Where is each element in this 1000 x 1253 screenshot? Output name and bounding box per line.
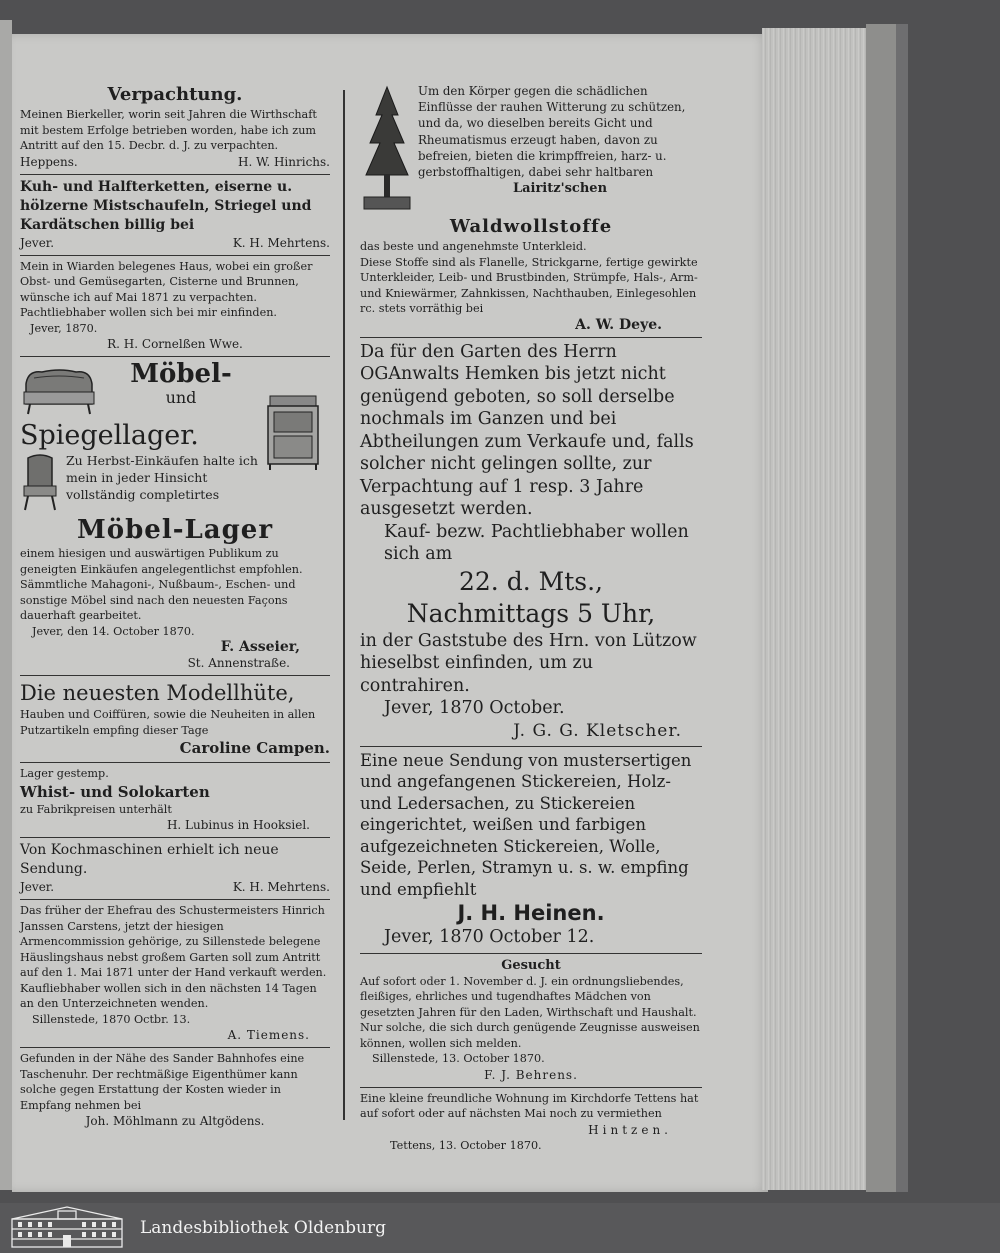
ad-title: Gesucht	[501, 957, 561, 973]
ad-place: Jever, 1870 October.	[384, 698, 565, 718]
ad-title: Die neuesten Modellhüte,	[20, 681, 295, 705]
fir-tree-illustration-icon	[362, 85, 412, 215]
ad-signature: A. W. Deye.	[575, 316, 662, 333]
ad-body-3: Diese Stoffe sind als Flanelle, Strickgarne, fertige gewirkte Unterkleider, Leib- und Brustbinden, Strümpfe, Hals-, Arm- und Kniewärmer, Zahnkissen, Nachthauben, Einlegesohlen rc. stets vorräthig bei	[360, 255, 698, 315]
ad-signature: K. H. Mehrtens.	[232, 235, 330, 250]
ad-signature: A. Tiemens.	[227, 1028, 310, 1042]
ad-body-2: das beste und angenehmste Unterkleid.	[360, 240, 587, 253]
ad-title: Verpachtung.	[107, 84, 243, 105]
ad-signature: H. Lubinus in Hooksiel.	[166, 818, 310, 832]
library-building-logo-icon	[8, 1205, 126, 1251]
moebel-date: Jever, den 14. October 1870.	[32, 624, 195, 638]
ad-place: Jever.	[20, 235, 55, 250]
ad-body: zu Fabrikpreisen unterhält	[20, 802, 172, 816]
ad-body: Auf sofort oder 1. November d. J. ein ordnungsliebendes, fleißiges, ehrliches und tugendhaftes Mädchen von gesetzten Jahren für den Laden, Wirthschaft und Haushalt. Nur solche, die sich durch genügende Zeugnisse ausweisen können, wollen sich melden.	[360, 974, 700, 1050]
ad-body: Mein in Wiarden belegenes Haus, wobei ein großer Obst- und Gemüsegarten, Cisterne und Brunnen, wünsche ich auf Mai 1871 zu verpachten. Pachtliebhaber wollen sich bei mir einfinden.	[20, 259, 313, 319]
ad-body-1: Da für den Garten des Herrn OGAnwalts Hemken bis jetzt nicht genügend geboten, so soll derselbe nochmals im Ganzen und bei Abtheilungen zum Verkaufe und, falls solcher nicht gelingen sollte, zur Verpachtung auf 1 resp. 3 Jahre ausgesetzt werden.	[360, 341, 694, 519]
ad-haus	[20, 256, 330, 358]
ad-ketten	[20, 175, 330, 256]
moebel-body-2: Sämmtliche Mahagoni-, Nußbaum-, Eschen- und sonstige Möbel sind nach den neuesten Façons dauerhaft gearbeitet.	[20, 578, 296, 622]
book-cover-shadow	[896, 24, 908, 1192]
ad-signature: J. H. Heinen.	[457, 901, 605, 925]
ad-body: Von Kochmaschinen erhielt ich neue Sendung.	[20, 842, 279, 877]
ad-signature: Caroline Campen.	[179, 739, 330, 757]
ad-body-3: in der Gaststube des Hrn. von Lützow hieselbst einfinden, um zu contrahiren.	[360, 630, 697, 696]
book-page-edges	[762, 28, 866, 1190]
ad-body: Gefunden in der Nähe des Sander Bahnhofes eine Taschenuhr. Der rechtmäßige Eigenthümer kann solche gegen Erstattung der Kosten wieder in Empfang nehmen bei	[20, 1052, 305, 1112]
ad-signature: R. H. Cornelßen Wwe.	[107, 337, 243, 351]
ad-body: Kuh- und Halfterketten, eiserne u. hölzerne Mistschaufeln, Striegel und Kardätschen billig bei	[20, 178, 312, 233]
ad-gefunden	[20, 1048, 330, 1133]
ad-intro: Lager gestemp.	[20, 767, 109, 780]
ad-body: Das früher der Ehefrau des Schustermeisters Hinrich Janssen Carstens, jetzt der hiesigen Armencommission gehörige, zu Sillenstede belegene Häuslingshaus nebst großem Garten soll zum Antritt auf den 1. Mai 1871 unter der Hand verkauft werden. Kaufliebhaber wollen sich in den nächsten 14 Tagen an den Unterzeichneten wenden.	[20, 904, 327, 1010]
ad-haeuslingshaus	[20, 900, 330, 1048]
ad-date: Tettens, 13. October 1870.	[390, 1138, 542, 1152]
ad-waldwolle	[360, 80, 702, 338]
moebel-signature: F. Asseier,	[220, 639, 300, 655]
right-column	[360, 80, 702, 1157]
ad-verpachtung	[20, 80, 330, 175]
ad-signature: K. H. Mehrtens.	[232, 880, 330, 894]
cabinet-illustration-icon	[262, 390, 324, 472]
ad-kochmaschinen	[20, 838, 330, 900]
book-cover-edge	[866, 24, 896, 1192]
library-footer	[0, 1203, 1000, 1253]
ad-date: Sillenstede, 13. October 1870.	[372, 1052, 545, 1065]
ad-date: Jever, 1870 October 12.	[384, 927, 595, 947]
ad-place: Jever, 1870.	[30, 321, 98, 335]
moebel-und: und	[165, 388, 197, 407]
ad-date: Sillenstede, 1870 Octbr. 13.	[32, 1012, 191, 1026]
ad-modellhuete	[20, 676, 330, 763]
moebel-address: St. Annenstraße.	[187, 656, 290, 670]
ad-body: Meinen Bierkeller, worin seit Jahren die Wirthschaft mit bestem Erfolge betrieben worden, habe ich zum Antritt auf den 15. Decbr. d. J. zu verpachten.	[20, 108, 317, 152]
moebel-body-1: einem hiesigen und auswärtigen Publikum zu geneigten Einkäufen angelegentlichst empfohlen.	[20, 547, 303, 576]
ad-body: Eine kleine freundliche Wohnung im Kirchdorfe Tettens hat auf sofort oder auf nächsten Mai noch zu vermiethen	[360, 1091, 699, 1120]
ad-body-2: Kauf- bezw. Pachtliebhaber wollen sich am	[384, 521, 689, 564]
moebel-lager-title: Möbel-Lager	[76, 515, 274, 545]
ad-signature: J. G. G. Kletscher.	[513, 720, 682, 741]
spiegellager-title: Spiegellager.	[20, 420, 199, 451]
ad-body: Eine neue Sendung von mustersertigen und angefangenen Stickereien, Holz- und Ledersachen, zu Stickereien eingerichtet, weißen und farbigen aufgezeichneten Stickereien, Wolle, Seide, Perlen, Stramyn u. s. w. empfing und empfiehlt	[360, 750, 692, 899]
library-name: Landesbibliothek Oldenburg	[140, 1218, 387, 1238]
ad-wohnung	[360, 1088, 702, 1158]
ad-date-1: 22. d. Mts.,	[459, 566, 603, 596]
sofa-illustration-icon	[20, 364, 98, 418]
armchair-illustration-icon	[20, 452, 60, 514]
previous-page-edge	[0, 20, 12, 1190]
ad-moebel	[20, 357, 330, 676]
ad-name: Lairitz'schen	[512, 181, 608, 197]
ad-place: Heppens.	[20, 154, 78, 169]
left-column	[20, 80, 330, 1133]
ad-body: Hauben und Coiffüren, sowie die Neuheiten in allen Putzartikeln empfing dieser Tage	[20, 708, 316, 737]
ad-signature: H. W. Hinrichs.	[238, 154, 330, 169]
moebel-title: Möbel-	[130, 359, 232, 389]
ad-signature: Joh. Möhlmann zu Altgödens.	[85, 1114, 265, 1128]
ad-signature-row	[20, 235, 330, 251]
ad-signature: Hintzen.	[588, 1122, 672, 1137]
ad-signature-row	[20, 879, 330, 895]
ad-stickereien	[360, 747, 702, 954]
ad-body-1: Um den Körper gegen die schädlichen Einflüsse der rauhen Witterung zu schützen, und da, wo dieselben bereits Gicht und Rheumatismus erzeugt haben, davon zu befreien, bieten die krimpffreien, harz- u. gerbstoffhaltigen, dabei sehr haltbaren	[418, 84, 686, 180]
moebel-intro: Zu Herbst-Einkäufen halte ich mein in jeder Hinsicht vollständig completirtes	[66, 453, 258, 502]
ad-signature-row	[20, 154, 330, 170]
ad-title: Whist- und Solokarten	[20, 782, 210, 801]
ad-signature: F. J. Behrens.	[484, 1067, 578, 1082]
ad-date-2: Nachmittags 5 Uhr,	[406, 598, 656, 628]
column-divider	[343, 90, 345, 1120]
ad-karten	[20, 763, 330, 838]
ad-gesucht	[360, 954, 702, 1088]
ad-place: Jever.	[20, 880, 55, 894]
ad-garten	[360, 338, 702, 747]
ad-title: Waldwollstoffe	[449, 216, 613, 237]
